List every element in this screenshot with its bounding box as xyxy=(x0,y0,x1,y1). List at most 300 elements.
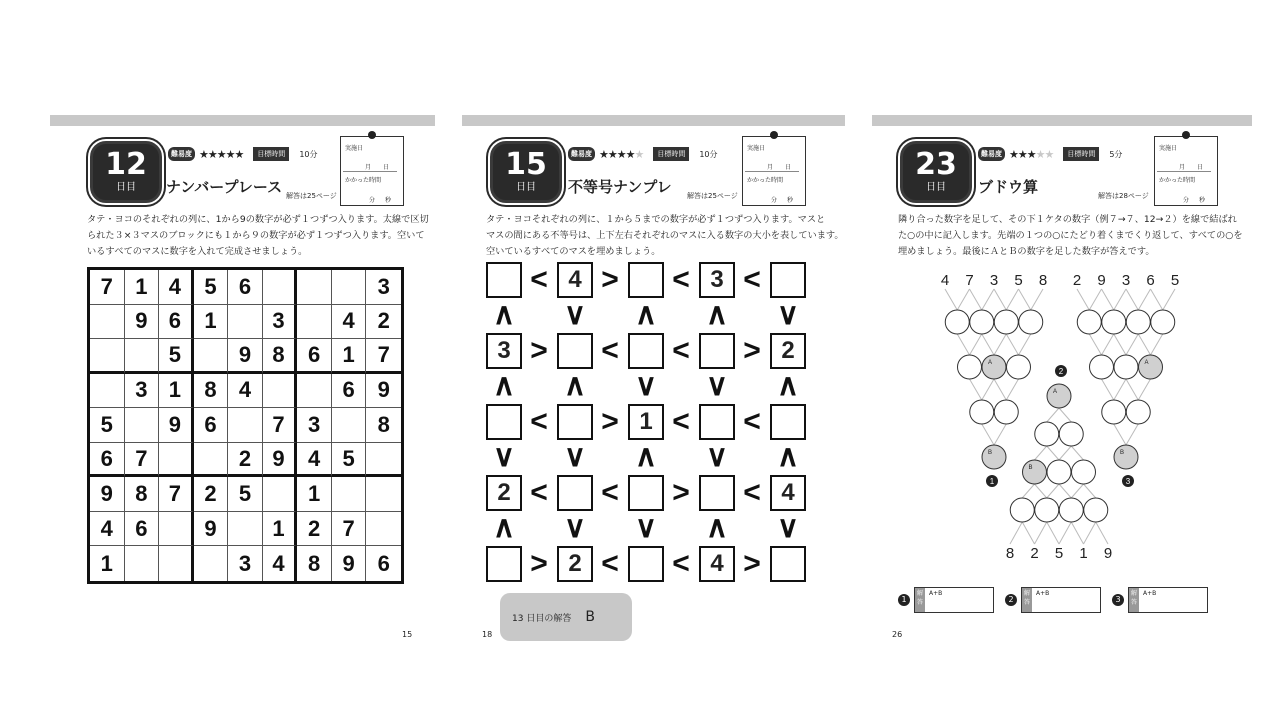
top-number: 4 xyxy=(940,272,950,289)
less-than-sign: < xyxy=(530,405,548,438)
connector-line xyxy=(1035,446,1047,460)
bottom-number: 9 xyxy=(1103,545,1113,562)
connector-line xyxy=(1114,289,1126,310)
sudoku-cell[interactable] xyxy=(159,443,194,478)
connector-line xyxy=(1151,334,1163,355)
less-than-sign: < xyxy=(530,476,548,509)
sudoku-cell[interactable] xyxy=(228,305,263,340)
difficulty-tag: 難易度 xyxy=(568,147,595,161)
answer-field-1[interactable] xyxy=(898,587,994,613)
marker-3-label: 3 xyxy=(1125,477,1131,486)
stars-off: ★ xyxy=(634,147,644,161)
up-inequality-sign: ∧ xyxy=(777,440,799,473)
futoshiki-grid xyxy=(486,262,808,586)
divider xyxy=(1157,171,1211,172)
second-label: 秒 xyxy=(1199,197,1206,204)
answer-field-3[interactable] xyxy=(1112,587,1208,613)
greater-than-sign: > xyxy=(601,263,619,296)
grape-circle xyxy=(1090,355,1114,379)
page-top-bar xyxy=(872,115,1252,126)
sudoku-cell[interactable] xyxy=(297,305,332,340)
sudoku-cell: 2 xyxy=(228,443,263,478)
down-inequality-sign: ∨ xyxy=(493,440,515,473)
sudoku-cell[interactable] xyxy=(332,477,367,512)
target-time-value: 5分 xyxy=(1109,149,1123,159)
futoshiki-cell: 3 xyxy=(699,262,735,298)
connector-line xyxy=(994,289,1006,310)
top-number: 7 xyxy=(965,272,974,289)
sudoku-cell[interactable] xyxy=(332,408,367,443)
grape-marker: B xyxy=(1120,450,1125,456)
minute-label: 分 xyxy=(369,197,376,204)
answer-label: 解答 xyxy=(915,588,925,612)
sudoku-cell: 8 xyxy=(194,374,229,409)
grape-circle xyxy=(1126,310,1150,334)
top-number: 3 xyxy=(1121,272,1131,289)
futoshiki-cell[interactable] xyxy=(770,546,806,582)
futoshiki-cell[interactable] xyxy=(699,333,735,369)
puzzle-meta xyxy=(978,147,1122,161)
grape-circle xyxy=(970,400,994,424)
sudoku-cell: 9 xyxy=(263,443,298,478)
puzzle-title: ブドウ算 xyxy=(978,178,1039,196)
grape-circle xyxy=(1035,498,1059,522)
top-number: 8 xyxy=(1038,272,1048,289)
sudoku-cell: 9 xyxy=(159,408,194,443)
sudoku-cell: 3 xyxy=(366,270,401,305)
connector-line xyxy=(1126,379,1138,400)
sudoku-cell[interactable] xyxy=(194,339,229,374)
day-label: 日 xyxy=(785,164,792,171)
grape-circle xyxy=(1151,310,1175,334)
top-number: 6 xyxy=(1146,272,1155,289)
connector-line xyxy=(1163,289,1175,310)
futoshiki-cell: 2 xyxy=(770,333,806,369)
sudoku-cell: 4 xyxy=(332,305,367,340)
sudoku-cell[interactable] xyxy=(297,270,332,305)
grape-marker: A xyxy=(988,360,993,366)
grape-circle xyxy=(1047,384,1071,408)
bottom-number: 8 xyxy=(1005,545,1015,562)
futoshiki-cell[interactable] xyxy=(628,475,664,511)
sudoku-cell[interactable] xyxy=(159,512,194,547)
connector-line xyxy=(1047,484,1059,498)
sudoku-cell: 3 xyxy=(125,374,160,409)
sudoku-cell: 4 xyxy=(90,512,125,547)
sudoku-cell: 3 xyxy=(228,546,263,581)
connector-line xyxy=(1071,446,1083,460)
less-than-sign: < xyxy=(743,263,761,296)
sudoku-cell: 8 xyxy=(263,339,298,374)
answer-page-ref: 解答は25ページ xyxy=(286,192,337,200)
connector-line xyxy=(957,334,969,355)
page-number: 18 xyxy=(482,630,493,639)
less-than-sign: < xyxy=(601,334,619,367)
sudoku-cell: 8 xyxy=(297,546,332,581)
top-number: 9 xyxy=(1097,272,1106,289)
difficulty-stars xyxy=(199,148,243,161)
instruction-line: 埋めましょう。最後にＡとＢの数字を足した数字が答えです。 xyxy=(898,246,1155,257)
up-inequality-sign: ∧ xyxy=(706,511,728,544)
futoshiki-cell: 2 xyxy=(486,475,522,511)
grape-circle xyxy=(970,310,994,334)
futoshiki-cell[interactable] xyxy=(628,333,664,369)
sudoku-cell: 6 xyxy=(125,512,160,547)
day-label: 日 xyxy=(1197,164,1204,171)
grape-circle xyxy=(982,355,1006,379)
sudoku-cell: 6 xyxy=(194,408,229,443)
sudoku-cell: 7 xyxy=(263,408,298,443)
answer-input[interactable] xyxy=(1021,587,1101,613)
sudoku-cell: 1 xyxy=(125,270,160,305)
sudoku-cell: 4 xyxy=(263,546,298,581)
grape-circle xyxy=(1072,460,1096,484)
futoshiki-cell: 2 xyxy=(557,546,593,582)
connector-line xyxy=(982,424,994,445)
sudoku-cell: 6 xyxy=(228,270,263,305)
sudoku-cell: 5 xyxy=(90,408,125,443)
sudoku-cell: 5 xyxy=(159,339,194,374)
grape-marker: B xyxy=(1028,465,1033,471)
connector-line xyxy=(1096,522,1108,544)
sudoku-cell[interactable] xyxy=(125,339,160,374)
up-inequality-sign: ∧ xyxy=(493,511,515,544)
instructions xyxy=(898,212,1243,260)
pin-icon xyxy=(1182,131,1190,139)
less-than-sign: < xyxy=(530,263,548,296)
answer-label: 解答 xyxy=(1022,588,1032,612)
grape-circle xyxy=(1102,400,1126,424)
greater-than-sign: > xyxy=(530,334,548,367)
duration-fields xyxy=(1183,195,1215,204)
number-badge: 2 xyxy=(1005,594,1017,606)
answer-hint: A+B xyxy=(1036,590,1050,597)
sudoku-cell: 3 xyxy=(297,408,332,443)
futoshiki-cell[interactable] xyxy=(770,262,806,298)
connector-line xyxy=(1035,522,1047,544)
minute-label: 分 xyxy=(771,197,778,204)
connector-line xyxy=(1114,424,1126,445)
sudoku-cell[interactable] xyxy=(263,477,298,512)
budou-diagram xyxy=(872,260,1252,570)
grape-marker: B xyxy=(988,450,993,456)
grape-circle xyxy=(1023,460,1047,484)
day-number: 15 xyxy=(505,147,547,182)
less-than-sign: < xyxy=(672,334,690,367)
date-board[interactable] xyxy=(340,136,404,206)
day-badge xyxy=(90,141,162,203)
sudoku-cell[interactable] xyxy=(90,305,125,340)
connector-line xyxy=(1059,522,1071,544)
sudoku-cell[interactable] xyxy=(366,477,401,512)
sudoku-cell[interactable] xyxy=(90,374,125,409)
grape-circle xyxy=(958,355,982,379)
sudoku-cell[interactable] xyxy=(90,339,125,374)
grape-circle xyxy=(994,310,1018,334)
down-inequality-sign: ∨ xyxy=(777,511,799,544)
date-board[interactable] xyxy=(742,136,806,206)
date-label: 実施日 xyxy=(1159,145,1178,152)
grape-circle xyxy=(1059,498,1083,522)
connector-line xyxy=(994,424,1006,445)
futoshiki-cell[interactable] xyxy=(557,333,593,369)
grape-circle xyxy=(1019,310,1043,334)
sudoku-cell: 6 xyxy=(377,550,390,576)
sudoku-cell: 5 xyxy=(194,270,229,305)
futoshiki-cell[interactable] xyxy=(699,475,735,511)
futoshiki-cell: 3 xyxy=(486,333,522,369)
less-than-sign: < xyxy=(743,476,761,509)
month-label: 月 xyxy=(767,164,774,171)
less-than-sign: < xyxy=(672,547,690,580)
connector-line xyxy=(1031,289,1043,310)
sudoku-cell: 9 xyxy=(90,477,125,512)
sudoku-cell: 6 xyxy=(332,374,367,409)
sudoku-cell: 7 xyxy=(125,443,160,478)
date-label: 実施日 xyxy=(345,145,364,152)
pin-icon xyxy=(770,131,778,139)
instruction-line: られた３×３マスのブロックにも１から９の数字が必ず１つずつ入ります。空いて xyxy=(87,230,425,241)
connector-line xyxy=(1059,408,1071,422)
answer-input[interactable] xyxy=(914,587,994,613)
sudoku-cell: 8 xyxy=(366,408,401,443)
connector-line xyxy=(1084,484,1096,498)
day-label: 日 xyxy=(383,164,390,171)
date-board[interactable] xyxy=(1154,136,1218,206)
connector-line xyxy=(1102,289,1114,310)
top-number: 5 xyxy=(1170,272,1180,289)
bottom-number: 2 xyxy=(1030,545,1039,562)
sudoku-cell[interactable] xyxy=(297,374,332,409)
connector-line xyxy=(1047,408,1059,422)
grape-circle xyxy=(1114,355,1138,379)
target-time-tag: 目標時間 xyxy=(253,147,289,161)
sudoku-cell: 9 xyxy=(194,512,229,547)
duration-label: かかった時間 xyxy=(345,177,382,184)
marker-2-label: 2 xyxy=(1058,367,1064,376)
less-than-sign: < xyxy=(672,263,690,296)
up-inequality-sign: ∧ xyxy=(706,298,728,331)
sudoku-cell: 8 xyxy=(125,477,160,512)
connector-line xyxy=(1019,289,1031,310)
connector-line xyxy=(1019,334,1031,355)
sudoku-cell: 1 xyxy=(90,546,125,581)
sudoku-cell[interactable] xyxy=(159,546,194,581)
connector-line xyxy=(1114,334,1126,355)
connector-line xyxy=(1047,522,1059,544)
connector-line xyxy=(1126,424,1138,445)
top-number: 5 xyxy=(1014,272,1023,289)
connector-line xyxy=(1071,522,1083,544)
down-inequality-sign: ∨ xyxy=(635,511,657,544)
connector-line xyxy=(1047,446,1059,460)
grape-circle xyxy=(945,310,969,334)
second-label: 秒 xyxy=(385,197,392,204)
sudoku-cell: 1 xyxy=(332,339,367,374)
date-label: 実施日 xyxy=(747,145,766,152)
grape-circle xyxy=(1084,498,1108,522)
greater-than-sign: > xyxy=(672,476,690,509)
day-badge xyxy=(900,141,972,203)
connector-line xyxy=(1022,484,1034,498)
answer-page-ref: 解答は25ページ xyxy=(687,192,738,200)
bottom-number: 1 xyxy=(1079,545,1088,562)
grape-circle xyxy=(1035,422,1059,446)
futoshiki-cell[interactable] xyxy=(486,262,522,298)
sudoku-cell: 1 xyxy=(194,305,229,340)
duration-fields xyxy=(369,195,401,204)
futoshiki-cell[interactable] xyxy=(628,546,664,582)
answer-hint: A+B xyxy=(1143,590,1157,597)
connector-line xyxy=(1059,446,1071,460)
futoshiki-cell[interactable] xyxy=(628,262,664,298)
instructions xyxy=(486,212,844,260)
down-inequality-sign: ∨ xyxy=(706,369,728,402)
futoshiki-cell[interactable] xyxy=(486,404,522,440)
instruction-line: た○の中に記入します。先端の１つの○にたどり着くまでくり返して、すべての○を xyxy=(898,230,1243,241)
down-inequality-sign: ∨ xyxy=(706,440,728,473)
duration-label: かかった時間 xyxy=(1159,177,1196,184)
connector-line xyxy=(982,379,994,400)
day-badge xyxy=(490,141,562,203)
sudoku-cell[interactable] xyxy=(332,270,367,305)
connector-line xyxy=(1138,334,1150,355)
difficulty-stars xyxy=(1009,148,1053,161)
stars-on: ★★★ xyxy=(1009,147,1036,161)
futoshiki-cell: 4 xyxy=(770,475,806,511)
sudoku-cell: 6 xyxy=(90,443,125,478)
sudoku-cell: 4 xyxy=(297,443,332,478)
answer-hint: A+B xyxy=(929,590,943,597)
connector-line xyxy=(1022,522,1034,544)
marker-1-label: 1 xyxy=(989,477,995,486)
sudoku-cell[interactable] xyxy=(366,443,401,478)
sudoku-cell: 2 xyxy=(366,305,401,340)
greater-than-sign: > xyxy=(743,334,761,367)
date-fields xyxy=(365,162,401,171)
sudoku-cell[interactable] xyxy=(194,443,229,478)
sudoku-cell[interactable] xyxy=(228,512,263,547)
futoshiki-cell[interactable] xyxy=(486,546,522,582)
connector-line xyxy=(970,334,982,355)
greater-than-sign: > xyxy=(743,547,761,580)
connector-line xyxy=(970,379,982,400)
sudoku-cell[interactable] xyxy=(125,546,160,581)
grape-circle xyxy=(1047,460,1071,484)
sudoku-cell: 2 xyxy=(297,512,332,547)
sudoku-cell: 1 xyxy=(159,374,194,409)
answer-page-ref: 解答は28ページ xyxy=(1098,192,1149,200)
stars-off: ★★ xyxy=(1035,147,1054,161)
sudoku-cell[interactable] xyxy=(263,270,298,305)
less-than-sign: < xyxy=(743,405,761,438)
grape-circle xyxy=(1059,422,1083,446)
target-time-tag: 目標時間 xyxy=(653,147,689,161)
connector-line xyxy=(1138,379,1150,400)
target-time-tag: 目標時間 xyxy=(1063,147,1099,161)
sudoku-cell[interactable] xyxy=(263,374,298,409)
connector-line xyxy=(1102,379,1114,400)
page-number: 26 xyxy=(892,630,903,639)
date-fields xyxy=(767,162,803,171)
down-inequality-sign: ∨ xyxy=(777,298,799,331)
pin-icon xyxy=(368,131,376,139)
instruction-line: タテ・ヨコそれぞれの列に、１から５までの数字が必ず１つずつ入ります。マスと xyxy=(486,214,826,225)
grape-marker: A xyxy=(1144,360,1149,366)
date-fields xyxy=(1179,162,1215,171)
instruction-line: タテ・ヨコのそれぞれの列に、1から9の数字が必ず１つずつ入ります。太線で区切 xyxy=(87,214,429,225)
sudoku-cell: 6 xyxy=(159,305,194,340)
down-inequality-sign: ∨ xyxy=(635,369,657,402)
page-number: 15 xyxy=(402,630,413,639)
answer-field-2[interactable] xyxy=(1005,587,1101,613)
stars-on: ★★★★ xyxy=(599,147,635,161)
sudoku-cell[interactable] xyxy=(228,408,263,443)
connector-line xyxy=(1126,334,1138,355)
connector-line xyxy=(1102,334,1114,355)
day-suffix: 日目 xyxy=(116,182,136,193)
connector-line xyxy=(994,379,1006,400)
connector-line xyxy=(1006,379,1018,400)
sudoku-cell: 6 xyxy=(297,339,332,374)
sudoku-cell: 5 xyxy=(228,477,263,512)
connector-line xyxy=(994,334,1006,355)
grape-circle xyxy=(1114,445,1138,469)
connector-line xyxy=(1006,289,1018,310)
sudoku-cell: 9 xyxy=(366,374,401,409)
sudoku-cell[interactable] xyxy=(194,546,229,581)
day-number: 23 xyxy=(915,147,957,182)
sudoku-cell: 5 xyxy=(332,443,367,478)
greater-than-sign: > xyxy=(601,405,619,438)
month-label: 月 xyxy=(1179,164,1186,171)
down-inequality-sign: ∨ xyxy=(564,511,586,544)
connector-line xyxy=(1151,289,1163,310)
number-badge: 3 xyxy=(1112,594,1124,606)
target-time-value: 10分 xyxy=(299,149,318,159)
second-label: 秒 xyxy=(787,197,794,204)
futoshiki-cell[interactable] xyxy=(770,404,806,440)
sudoku-cell[interactable] xyxy=(366,512,401,547)
futoshiki-cell[interactable] xyxy=(557,404,593,440)
connector-line xyxy=(1138,289,1150,310)
answer-input[interactable] xyxy=(1128,587,1208,613)
divider xyxy=(745,171,799,172)
connector-line xyxy=(982,289,994,310)
down-inequality-sign: ∨ xyxy=(564,298,586,331)
duration-label: かかった時間 xyxy=(747,177,784,184)
grape-circle xyxy=(1126,400,1150,424)
sudoku-cell: 9 xyxy=(332,546,367,581)
futoshiki-cell[interactable] xyxy=(557,475,593,511)
day-suffix: 日目 xyxy=(926,182,946,193)
grape-circle xyxy=(1010,498,1034,522)
up-inequality-sign: ∧ xyxy=(564,369,586,402)
target-time-value: 10分 xyxy=(699,149,718,159)
grape-circle xyxy=(1007,355,1031,379)
day-suffix: 日目 xyxy=(516,182,536,193)
sudoku-cell: 1 xyxy=(297,477,332,512)
instruction-line: 隣り合った数字を足して、その下１ケタの数字（例７→７、12→２）を線で結ばれ xyxy=(898,214,1237,225)
grape-circle xyxy=(1077,310,1101,334)
duration-fields xyxy=(771,195,803,204)
puzzle-title: ナンバープレース xyxy=(166,178,283,196)
page-top-bar xyxy=(50,115,435,126)
up-inequality-sign: ∧ xyxy=(635,298,657,331)
difficulty-stars xyxy=(599,148,643,161)
futoshiki-cell[interactable] xyxy=(699,404,735,440)
sudoku-cell[interactable] xyxy=(125,408,160,443)
